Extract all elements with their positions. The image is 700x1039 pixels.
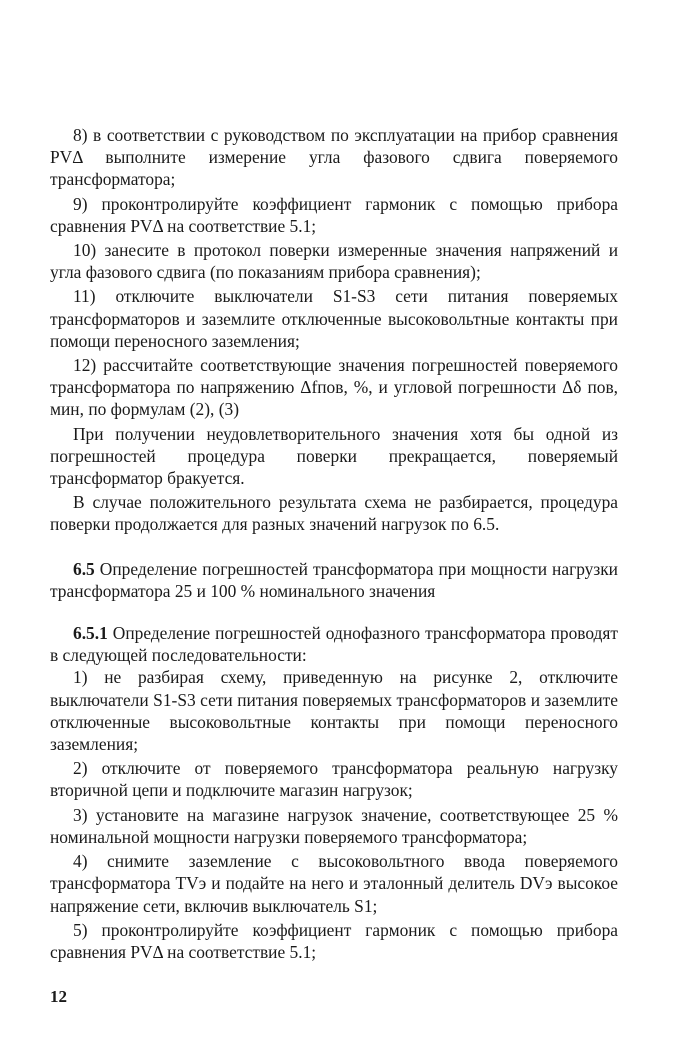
substep-2: 2) отключите от поверяемого трансформатора реальную нагрузку вторичной цепи и подключите магазин нагрузок; xyxy=(50,758,618,801)
substep-1: 1) не разбирая схему, приведенную на рисунке 2, отключите выключатели S1-S3 сети питания поверяемых трансформаторов и заземлите отключенные высоковольтные контакты при помощи переносного заземления; xyxy=(50,667,618,755)
page-number: 12 xyxy=(50,987,67,1006)
section-6-5-text: Определение погрешностей трансформатора при мощности нагрузки трансформатора 25 и 100 % номинального значения xyxy=(50,558,618,601)
section-6-5-number: 6.5 xyxy=(73,558,95,579)
step-12: 12) рассчитайте соответствующие значения погрешностей поверяемого трансформатора по напряжению Δfпов, %, и угловой погрешности Δδ пов, мин, по формулам (2), (3) xyxy=(50,355,618,420)
continue-note: В случае положительного результата схема не разбирается, процедура поверки продолжается для разных значений нагрузок по 6.5. xyxy=(50,492,618,535)
substep-5: 5) проконтролируйте коэффициент гармоник с помощью прибора сравнения PVΔ на соответствие 5.1; xyxy=(50,919,618,962)
reject-note: При получении неудовлетворительного значения хотя бы одной из погрешностей процедура поверки прекращается, поверяемый трансформатор бракуется. xyxy=(50,423,618,489)
step-11: 11) отключите выключатели S1-S3 сети питания поверяемых трансформаторов и заземлите отключенные высоковольтные контакты при помощи переносного заземления; xyxy=(50,286,618,351)
section-6-5-heading xyxy=(50,558,618,602)
step-10: 10) занесите в протокол поверки измеренные значения напряжений и угла фазового сдвига (по показаниям прибора сравнения); xyxy=(50,240,618,283)
section-6-5-1-number: 6.5.1 xyxy=(73,623,108,644)
section-6-5-1-text: Определение погрешностей однофазного трансформатора проводят в следующей последовательности: xyxy=(50,623,618,666)
substep-4: 4) снимите заземление с высоковольтного ввода поверяемого трансформатора TVэ и подайте на него и эталонный делитель DVэ высокое напряжение сети, включив выключатель S1; xyxy=(50,851,618,916)
substep-3: 3) установите на магазине нагрузок значение, соответствующее 25 % номинальной мощности нагрузки поверяемого трансформатора; xyxy=(50,804,618,847)
step-8: 8) в соответствии с руководством по эксплуатации на прибор сравнения PVΔ выполните измерение угла фазового сдвига поверяемого трансформатора; xyxy=(50,125,618,190)
spacer xyxy=(50,538,618,558)
section-6-5-1-heading xyxy=(50,622,618,666)
spacer xyxy=(50,602,618,622)
step-9: 9) проконтролируйте коэффициент гармоник с помощью прибора сравнения PVΔ на соответствие 5.1; xyxy=(50,193,618,236)
